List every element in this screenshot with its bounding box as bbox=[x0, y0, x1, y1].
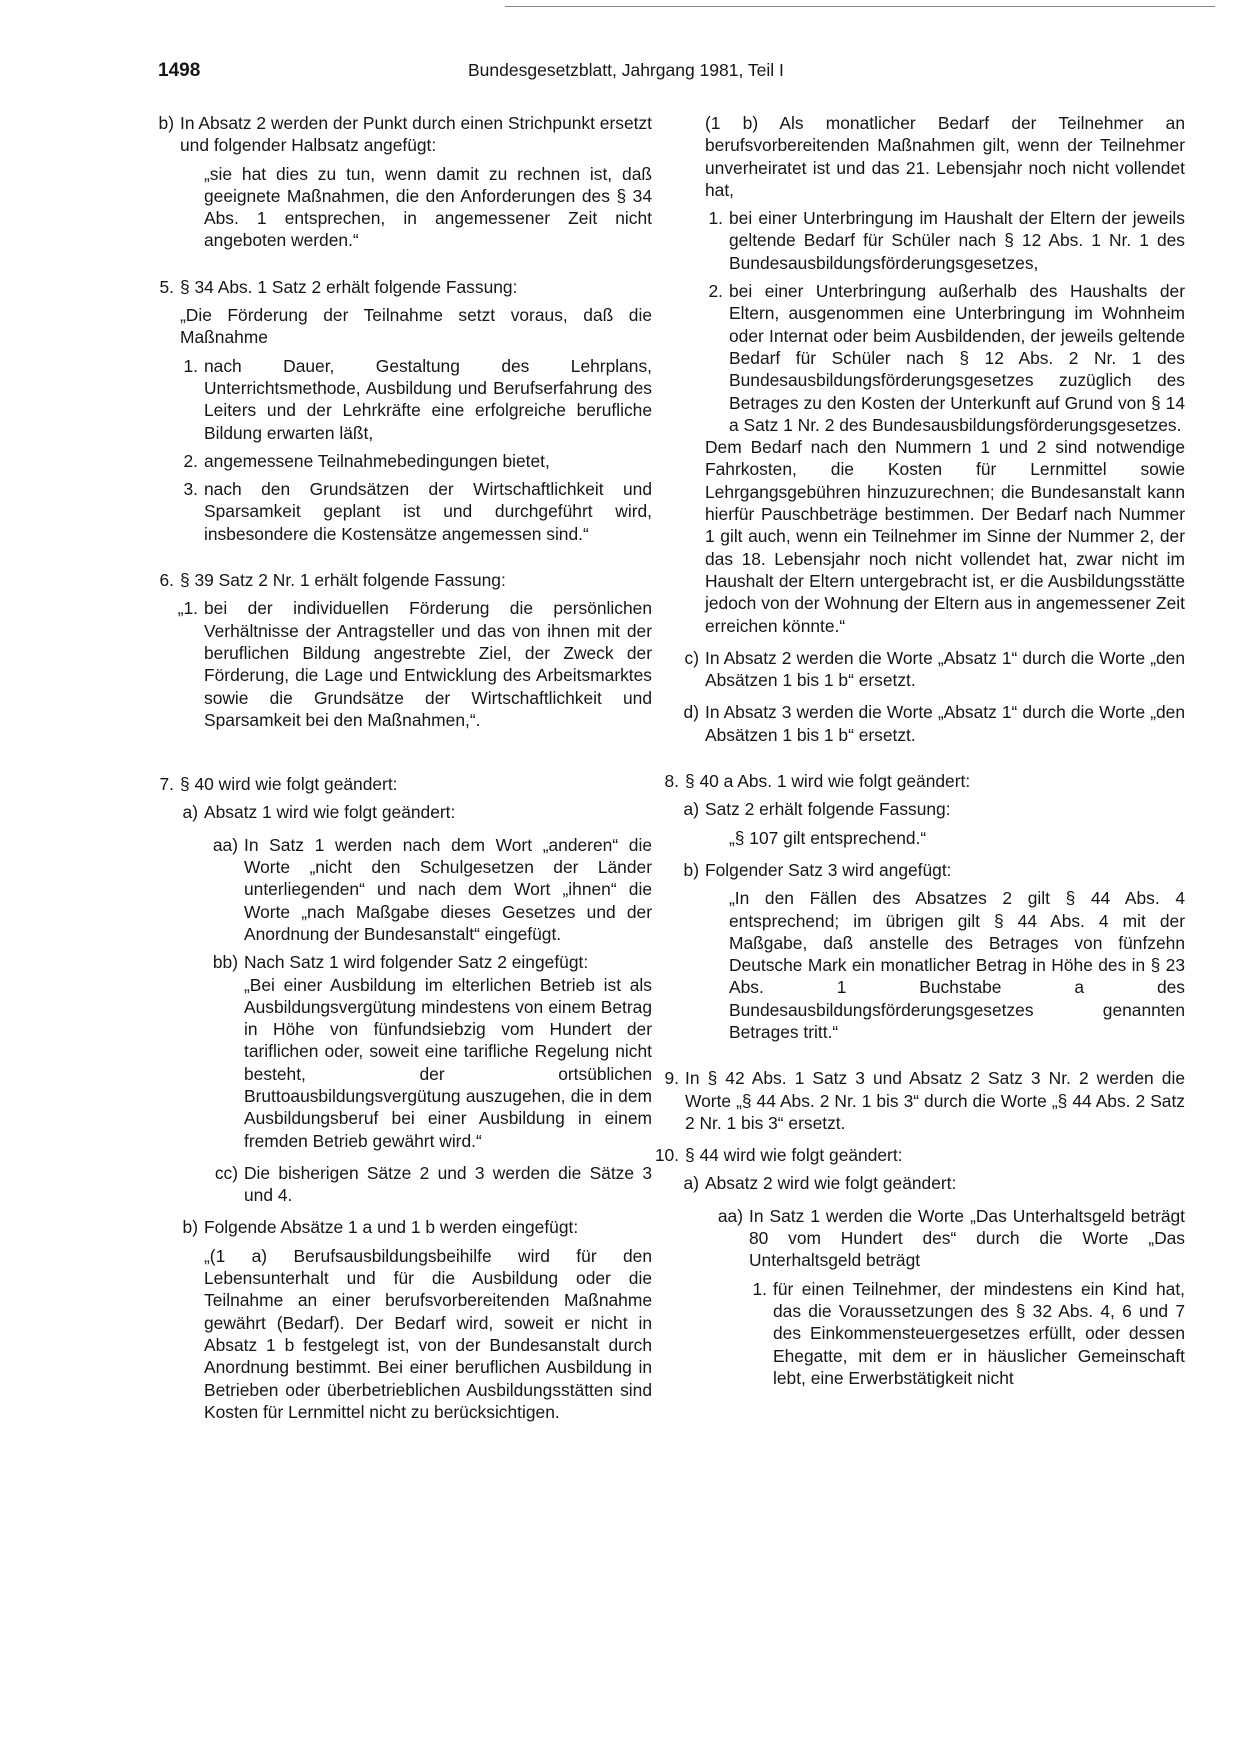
item-text: § 40 wird wie folgt geändert: bbox=[180, 774, 398, 795]
item-label: 7. bbox=[159, 774, 174, 795]
item-text: nach Dauer, Gestaltung des Lehrplans, Unterrichtsmethode, Ausbildung und Berufserfahrung des Leiters und der Lehrkräfte eine erfolgreiche berufliche Bildung erwarten läßt, bbox=[204, 355, 652, 443]
page-number: 1498 bbox=[158, 60, 201, 81]
item-text: Satz 2 erhält folgende Fassung: bbox=[705, 799, 951, 820]
item-text: In Absatz 2 werden die Worte „Absatz 1“ durch die Worte „den Absätzen 1 bis 1 b“ ersetzt. bbox=[705, 647, 1185, 691]
item-label: 3. bbox=[183, 479, 198, 500]
item-text: „sie hat dies zu tun, wenn damit zu rechnen ist, daß geeignete Maßnahmen, die den Anforderungen des § 34 Abs. 1 entsprechen, in angemessener Zeit nicht angeboten werden.“ bbox=[204, 163, 652, 251]
item-text: In Satz 1 werden nach dem Wort „anderen“ die Worte „nicht den Schulgesetzen der Länder unterliegenden“ und nach dem Wort „ihnen“ die Worte „nach Maßgabe dieses Gesetzes und der Anordnung der Bundesanstalt“ eingefügt. bbox=[244, 834, 652, 944]
item-text: In Absatz 2 werden der Punkt durch einen Strichpunkt ersetzt und folgender Halbsatz angefügt: bbox=[180, 113, 652, 156]
paragraph bbox=[160, 974, 652, 1152]
item-text: In § 42 Abs. 1 Satz 3 und Absatz 2 Satz 3 Nr. 2 werden die Worte „§ 44 Abs. 2 Nr. 1 bis 3“ durch die Worte „§ 44 Abs. 2 Satz 2 Nr. 1 bis 3“ ersetzt. bbox=[685, 1068, 1185, 1133]
item-label: 6. bbox=[159, 570, 174, 591]
paragraph bbox=[160, 304, 652, 349]
list-item bbox=[160, 773, 652, 795]
item-text: In Satz 1 werden die Worte „Das Unterhaltsgeld beträgt 80 vom Hundert des“ durch die Worte „Das Unterhaltsgeld beträgt bbox=[749, 1205, 1185, 1271]
paragraph bbox=[665, 827, 1185, 849]
list-item bbox=[665, 1205, 1185, 1272]
list-item bbox=[665, 1172, 1185, 1194]
item-text: Absatz 1 wird wie folgt geändert: bbox=[204, 802, 456, 823]
item-text: § 40 a Abs. 1 wird wie folgt geändert: bbox=[685, 771, 971, 792]
list-item bbox=[665, 770, 1185, 792]
paragraph bbox=[160, 1245, 652, 1423]
list-item bbox=[160, 801, 652, 823]
item-label: 2. bbox=[708, 281, 723, 302]
item-text: „Die Förderung der Teilnahme setzt voraus, daß die Maßnahme bbox=[180, 305, 652, 348]
paragraph bbox=[665, 887, 1185, 1043]
item-text: „Bei einer Ausbildung im elterlichen Betrieb ist als Ausbildungsvergütung mindestens von einem Betrag in Höhe von fünfundsiebzig vom Hundert der tariflichen oder, soweit eine tarifliche Regelung nicht besteht, der ortsüblichen Bruttoausbildungsvergütung auszugehen, die in dem Ausbildungsberuf bei einer Ausbildung in einem fremden Betrieb gewährt wird.“ bbox=[244, 974, 652, 1151]
paragraph bbox=[665, 112, 1185, 201]
item-label: bb) bbox=[212, 952, 238, 973]
item-text: Dem Bedarf nach den Nummern 1 und 2 sind notwendige Fahrkosten, die Kosten für Lernmittel sowie Lehrgangsgebühren hinzuzurechnen; die Bundesanstalt kann hierfür Pauschbeträge bestimmen. Der Bedarf nach Nummer 1 gilt auch, wenn ein Teilnehmer im Sinne der Nummer 2, der das 18. Lebensjahr noch nicht vollendet hat, zwar nicht im Haushalt der Eltern untergebracht ist, er die Ausbildungsstätte jedoch von der Wohnung der Eltern aus in angemessener Zeit erreichen könnte.“ bbox=[705, 437, 1185, 636]
list-item bbox=[160, 1216, 652, 1238]
list-item bbox=[160, 1162, 652, 1207]
item-label: a) bbox=[683, 1173, 699, 1194]
item-text: Die bisherigen Sätze 2 und 3 werden die Sätze 3 und 4. bbox=[244, 1162, 652, 1206]
item-text: nach den Grundsätzen der Wirtschaftlichkeit und Sparsamkeit geplant ist und durchgeführt wird, insbesondere die Kostensätze angemessen sind.“ bbox=[204, 479, 652, 544]
running-title: Bundesgesetzblatt, Jahrgang 1981, Teil I bbox=[468, 60, 784, 80]
list-item bbox=[665, 207, 1185, 274]
item-text: (1 b) Als monatlicher Bedarf der Teilnehmer an berufsvorbereitenden Maßnahmen gilt, wenn der Teilnehmer unverheiratet ist und das 21. Lebensjahr noch nicht vollendet hat, bbox=[705, 113, 1185, 200]
list-item bbox=[665, 1067, 1185, 1134]
item-label: cc) bbox=[214, 1162, 238, 1183]
item-label: b) bbox=[182, 1217, 198, 1238]
list-item bbox=[160, 834, 652, 945]
list-item bbox=[160, 112, 652, 157]
item-label: 1. bbox=[183, 355, 198, 376]
item-text: für einen Teilnehmer, der mindestens ein Kind hat, das die Voraussetzungen des § 32 Abs. 4, 6 und 7 des Einkommensteuergesetzes erfüllt, oder dessen Ehegatte, mit dem er in häuslicher Gemeinschaft lebt, eine Erwerbstätigkeit nicht bbox=[773, 1278, 1185, 1388]
item-label: a) bbox=[683, 799, 699, 820]
item-label: d) bbox=[683, 702, 699, 723]
item-text: bei einer Unterbringung im Haushalt der Eltern der jeweils geltende Bedarf für Schüler nach § 12 Abs. 1 Nr. 1 des Bundesausbildungsförderungsgesetzes, bbox=[729, 208, 1185, 273]
item-label: c) bbox=[684, 647, 699, 668]
item-label: aa) bbox=[717, 1205, 743, 1226]
item-text: § 44 wird wie folgt geändert: bbox=[685, 1145, 903, 1166]
list-item bbox=[160, 597, 652, 731]
list-item bbox=[160, 276, 652, 298]
item-text: bei der individuellen Förderung die persönlichen Verhältnisse der Antragsteller und das von ihnen mit der beruflichen Bildung angestrebte Ziel, der Zweck der Förderung, die Lage und Entwicklung des Arbeitsmarktes sowie die Grundsätze der Wirtschaftlichkeit und Sparsamkeit bei den Maßnahmen,“. bbox=[204, 598, 652, 730]
item-label: b) bbox=[683, 859, 699, 880]
item-text: „(1 a) Berufsausbildungsbeihilfe wird für den Lebensunterhalt und für die Ausbildung oder die Teilnahme an einer berufsvorbereitenden Maßnahme gewährt (Bedarf). Der Bedarf wird, soweit er nicht in Absatz 1 b festgelegt ist, von der Bundesanstalt durch Anordnung bestimmt. Bei einer beruflichen Ausbildung in Betrieben oder überbetrieblichen Ausbildungsstätten sind Kosten für Lernmittel nicht zu berücksichtigen. bbox=[204, 1245, 652, 1422]
list-item bbox=[160, 355, 652, 444]
item-text: § 39 Satz 2 Nr. 1 erhält folgende Fassung: bbox=[180, 570, 506, 591]
paragraph bbox=[665, 436, 1185, 637]
item-label: 1. bbox=[708, 208, 723, 229]
item-text: „§ 107 gilt entsprechend.“ bbox=[729, 827, 927, 848]
list-item bbox=[160, 450, 652, 472]
list-item bbox=[665, 701, 1185, 746]
list-item bbox=[665, 1278, 1185, 1389]
item-label: aa) bbox=[212, 834, 238, 855]
item-text: Nach Satz 1 wird folgender Satz 2 eingefügt: bbox=[244, 952, 589, 973]
item-label: b) bbox=[158, 113, 174, 133]
item-label: 9. bbox=[664, 1068, 679, 1089]
item-label: 1. bbox=[752, 1278, 767, 1299]
item-text: In Absatz 3 werden die Worte „Absatz 1“ durch die Worte „den Absätzen 1 bis 1 b“ ersetzt. bbox=[705, 702, 1185, 745]
list-item bbox=[160, 478, 652, 545]
list-item bbox=[665, 647, 1185, 692]
item-text: angemessene Teilnahmebedingungen bietet, bbox=[204, 450, 550, 471]
left-column bbox=[160, 112, 652, 1423]
right-column bbox=[654, 112, 1185, 1389]
list-item bbox=[160, 951, 652, 973]
item-label: 10. bbox=[654, 1145, 679, 1166]
item-text: „In den Fällen des Absatzes 2 gilt § 44 Abs. 4 entsprechend; im übrigen gilt § 44 Abs. 4 mit der Maßgabe, daß anstelle des Betrages von fünfzehn Deutsche Mark ein monatlicher Betrag in Höhe des in § 23 Abs. 1 Buchstabe a des Bundesausbildungsförderungsgesetzes genannten Betrages tritt.“ bbox=[729, 888, 1185, 1042]
item-text: bei einer Unterbringung außerhalb des Haushalts der Eltern, ausgenommen eine Unterbringung im Wohnheim oder Internat oder beim Ausbildenden, der jeweils geltende Bedarf für Schüler nach § 12 Abs. 2 Nr. 1 des Bundesausbildungsförderungsgesetzes zuzüglich des Betrages zu den Kosten der Unterkunft auf Grund von § 14 a Satz 1 Nr. 2 des Bundesausbildungsförderungsgesetzes. bbox=[729, 281, 1185, 435]
list-item bbox=[160, 569, 652, 591]
top-rule bbox=[505, 6, 1215, 7]
list-item bbox=[665, 798, 1185, 820]
list-item bbox=[654, 1144, 1185, 1166]
item-label: a) bbox=[182, 802, 198, 823]
item-text: Folgende Absätze 1 a und 1 b werden eingefügt: bbox=[204, 1217, 579, 1238]
item-text: § 34 Abs. 1 Satz 2 erhält folgende Fassung: bbox=[180, 276, 518, 297]
item-label: „1. bbox=[177, 598, 198, 619]
list-item bbox=[665, 859, 1185, 881]
item-text: Absatz 2 wird wie folgt geändert: bbox=[705, 1173, 957, 1194]
paragraph bbox=[160, 163, 652, 252]
item-label: 5. bbox=[159, 276, 174, 297]
list-item bbox=[665, 280, 1185, 436]
item-text: Folgender Satz 3 wird angefügt: bbox=[705, 859, 952, 880]
item-label: 2. bbox=[183, 450, 198, 471]
item-label: 8. bbox=[664, 771, 679, 792]
